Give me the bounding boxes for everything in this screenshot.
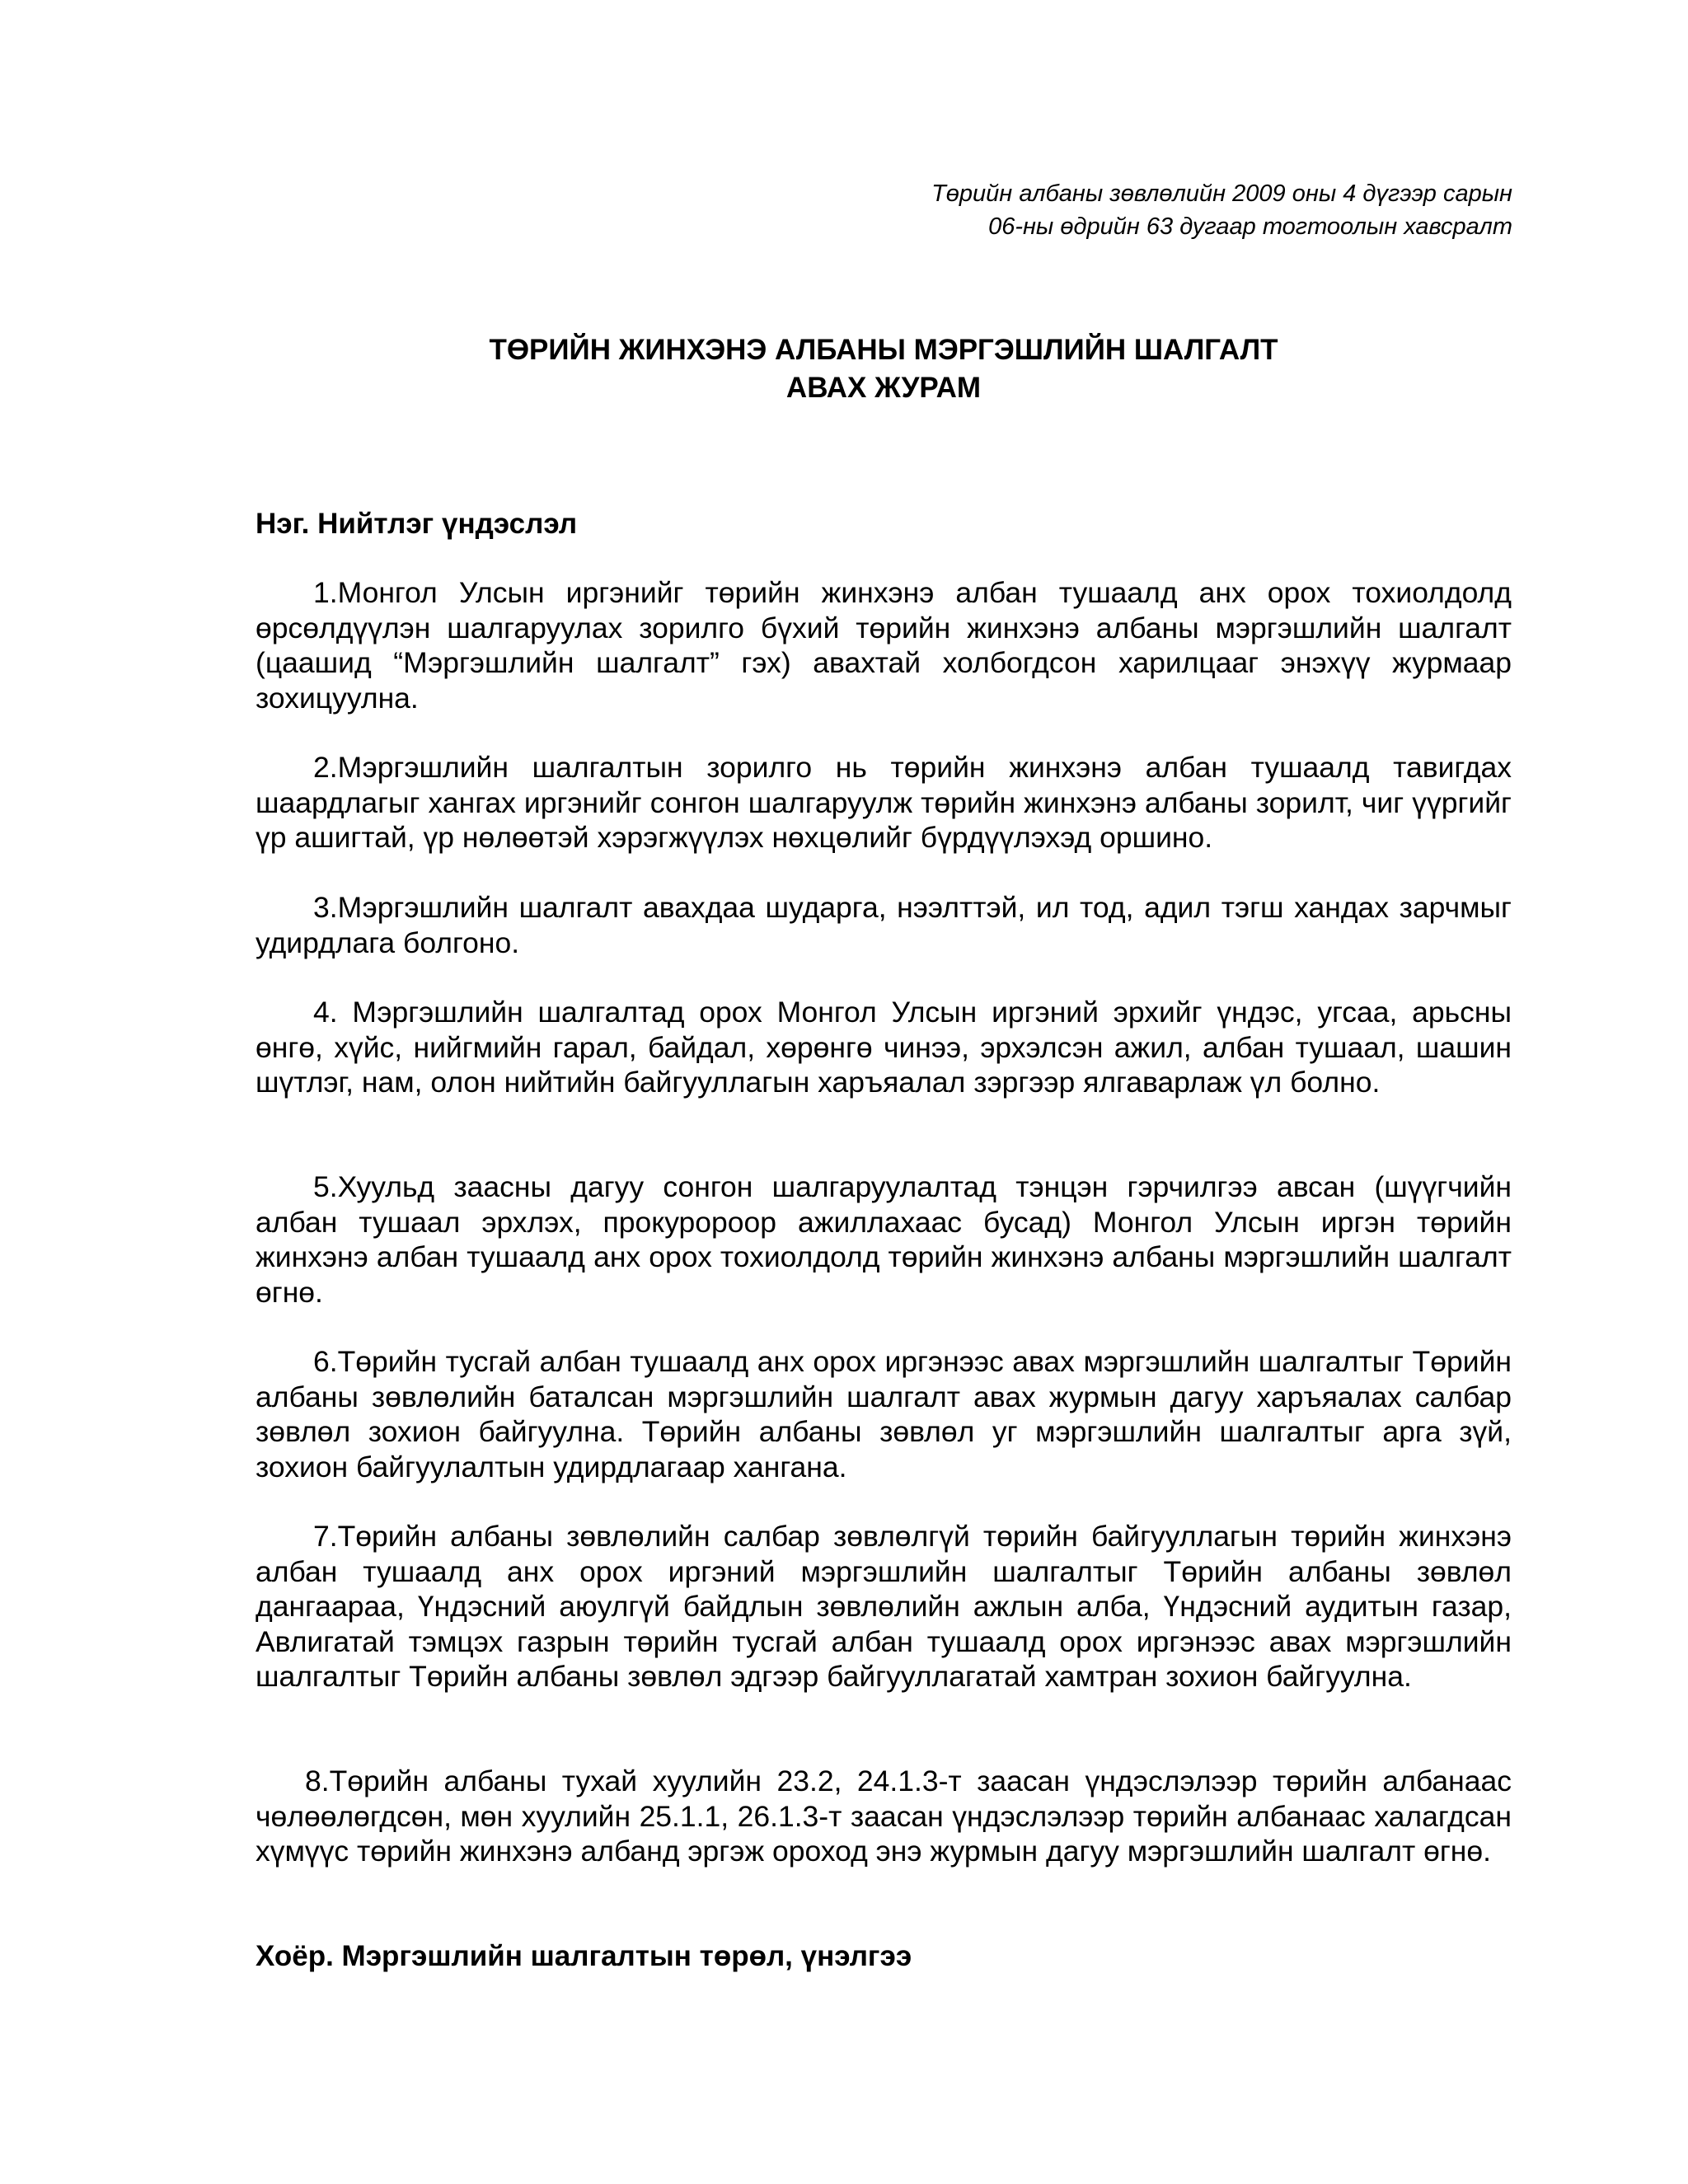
annex-line-1: Төрийн албаны зөвлөлийн 2009 оны 4 дүгээр сарын — [931, 180, 1512, 207]
paragraph-1: 1.Монгол Улсын иргэнийг төрийн жинхэнэ албан тушаалд анх орох тохиолдолд өрсөлдүүлэн шалгаруулах зорилго бүхий төрийн жинхэнэ албаны мэргэшлийн шалгалт (цаашид “Мэргэшлийн шалгалт” гэх) авахтай холбогдсон харилцааг энэхүү журмаар зохицуулна. — [256, 576, 1512, 715]
annex-line-2: 06-ны өдрийн 63 дугаар тогтоолын хавсралт — [988, 213, 1512, 240]
document-title — [256, 331, 1512, 407]
paragraph-5: 5.Хуульд заасны дагуу сонгон шалгаруулалтад тэнцэн гэрчилгээ авсан (шүүгчийн албан тушаал эрхлэх, прокуророор ажиллахаас бусад) Монгол Улсын иргэн төрийн жинхэнэ албан тушаалд анх орох тохиолдолд төрийн жинхэнэ албаны мэргэшлийн шалгалт өгнө. — [256, 1170, 1512, 1309]
paragraph-8: 8.Төрийн албаны тухай хуулийн 23.2, 24.1.3-т заасан үндэслэлээр төрийн албанаас чөлөөлөгдсөн, мөн хуулийн 25.1.1, 26.1.3-т заасан үндэслэлээр төрийн албанаас халагдсан хүмүүс төрийн жинхэнэ албанд эргэж ороход энэ журмын дагуу мэргэшлийн шалгалт өгнө. — [256, 1765, 1512, 1868]
annex-note — [688, 177, 1512, 243]
paragraph-2: 2.Мэргэшлийн шалгалтын зорилго нь төрийн жинхэнэ албан тушаалд тавигдах шаардлагыг хангах иргэнийг сонгон шалгаруулж төрийн жинхэнэ албаны зорилт, чиг үүргийг үр ашигтай, үр нөлөөтэй хэрэгжүүлэх нөхцөлийг бүрдүүлэхэд оршино. — [256, 751, 1512, 854]
section-2-heading: Хоёр. Мэргэшлийн шалгалтын төрөл, үнэлгээ — [256, 1940, 912, 1972]
paragraph-6: 6.Төрийн тусгай албан тушаалд анх орох иргэнээс авах мэргэшлийн шалгалтыг Төрийн албаны зөвлөлийн баталсан мэргэшлийн шалгалт авах журмын дагуу харъяалах салбар зөвлөл зохион байгуулна. Төрийн албаны зөвлөл уг мэргэшлийн шалгалтыг арга зүй, зохион байгуулалтын удирдлагаар хангана. — [256, 1345, 1512, 1483]
document-title-line-1: ТӨРИЙН ЖИНХЭНЭ АЛБАНЫ МЭРГЭШЛИЙН ШАЛГАЛТ — [489, 334, 1278, 366]
paragraph-4: 4. Мэргэшлийн шалгалтад орох Монгол Улсын иргэний эрхийг үндэс, угсаа, арьсны өнгө, хүйс, нийгмийн гарал, байдал, хөрөнгө чинээ, эрхэлсэн ажил, албан тушаал, шашин шүтлэг, нам, олон нийтийн байгууллагын харъяалал зэргээр ялгаварлаж үл болно. — [256, 996, 1512, 1099]
paragraph-7: 7.Төрийн албаны зөвлөлийн салбар зөвлөлгүй төрийн байгууллагын төрийн жинхэнэ албан тушаалд анх орох иргэний мэргэшлийн шалгалтыг Төрийн албаны зөвлөл дангаараа, Үндэсний аюулгүй байдлын зөвлөлийн ажлын алба, Үндэсний аудитын газар, Авлигатай тэмцэх газрын төрийн тусгай албан тушаалд орох иргэнээс авах мэргэшлийн шалгалтыг Төрийн албаны зөвлөл эдгээр байгууллагатай хамтран зохион байгуулна. — [256, 1520, 1512, 1693]
paragraph-3: 3.Мэргэшлийн шалгалт авахдаа шударга, нээлттэй, ил тод, адил тэгш хандах зарчмыг удирдлага болгоно. — [256, 891, 1512, 959]
section-1-heading: Нэг. Нийтлэг үндэслэл — [256, 508, 578, 540]
document-title-line-2: АВАХ ЖУРАМ — [785, 372, 982, 404]
